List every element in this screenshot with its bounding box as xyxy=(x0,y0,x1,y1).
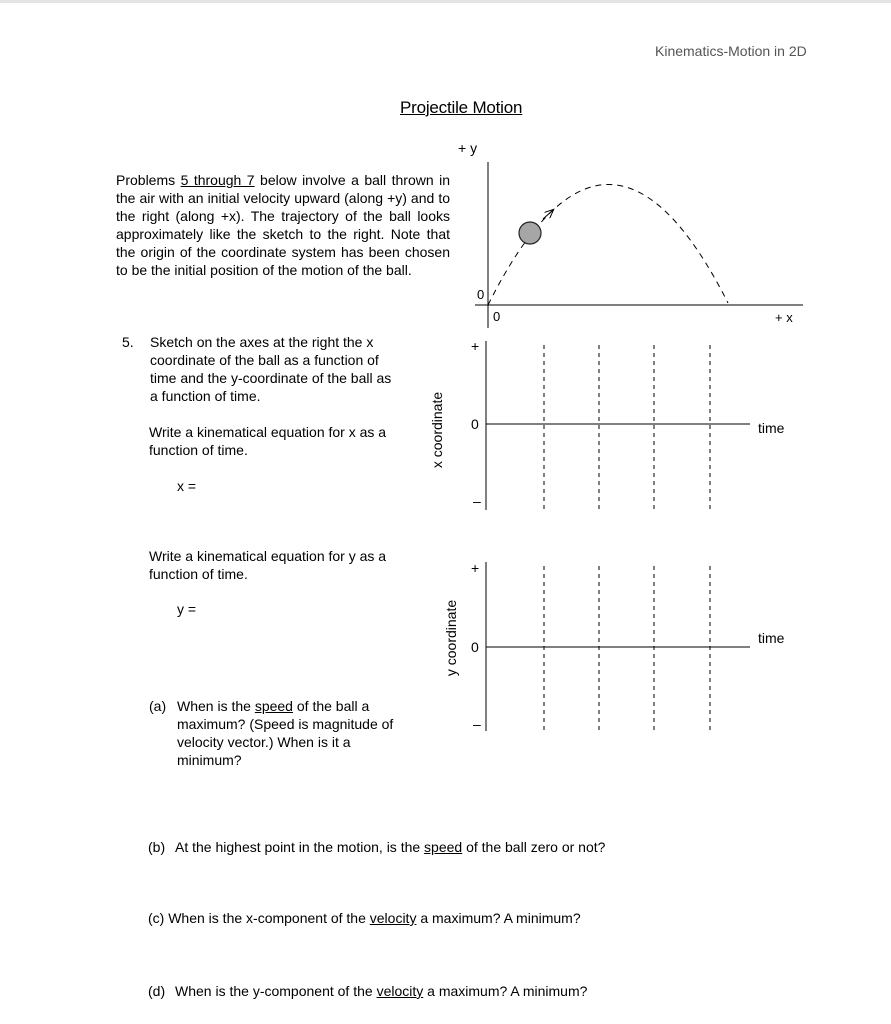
x-graph-time-label: time xyxy=(758,420,785,436)
part-b-post: of the ball zero or not? xyxy=(462,839,606,855)
trajectory-plot xyxy=(458,140,803,328)
part-b-speed: speed xyxy=(424,839,463,855)
part-d-pre: When is the y-component of the xyxy=(175,983,377,999)
page-title: Projectile Motion xyxy=(400,98,523,117)
y-equation-prompt: Write a kinematical equation for y as a function of time. xyxy=(149,548,387,582)
part-d-post: a maximum? A minimum? xyxy=(423,983,588,999)
part-a-label: (a) xyxy=(149,698,167,714)
y-graph-zero: 0 xyxy=(471,639,479,655)
trajectory-x-axis-label: + x xyxy=(775,310,793,325)
question-number: 5. xyxy=(122,334,134,350)
trajectory-path xyxy=(488,184,728,305)
x-graph-ylabel: x coordinate xyxy=(429,391,445,469)
x-equation-label: x = xyxy=(177,478,197,494)
x-equation-prompt: Write a kinematical equation for x as a function of time. xyxy=(149,424,387,458)
part-c-post: a maximum? A minimum? xyxy=(416,910,581,926)
velocity-arrow xyxy=(543,210,553,219)
part-b-pre: At the highest point in the motion, is the xyxy=(175,839,425,855)
part-d-label: (d) xyxy=(148,983,166,999)
trajectory-origin-label-bottom: 0 xyxy=(493,309,501,324)
y-graph-ylabel: y coordinate xyxy=(443,599,459,677)
x-graph-minus: – xyxy=(473,493,481,509)
part-c-pre: (c) When is the x-component of the xyxy=(148,910,370,926)
trajectory-y-axis-label: + y xyxy=(458,140,478,156)
y-graph-time-label: time xyxy=(758,630,785,646)
ball xyxy=(519,222,541,244)
section-header: Kinematics-Motion in 2D xyxy=(655,43,807,59)
question-5-prompt: Sketch on the axes at the right the x coordinate of the ball as a function of time and the y-coordinate of the ball as a function of time. xyxy=(150,334,392,404)
x-graph-plus: + xyxy=(471,338,480,354)
part-c-velocity: velocity xyxy=(369,910,417,926)
y-graph-plus: + xyxy=(471,560,480,576)
trajectory-origin-label-top: 0 xyxy=(477,287,485,302)
x-graph-zero: 0 xyxy=(471,416,479,432)
part-a-pre: When is the xyxy=(177,698,255,714)
part-b-label: (b) xyxy=(148,839,166,855)
y-coordinate-graph xyxy=(443,560,785,732)
x-coordinate-graph xyxy=(429,338,785,510)
intro-pre: Problems xyxy=(116,172,181,188)
y-graph-minus: – xyxy=(473,716,481,732)
part-a-post: of the ball a maximum? (Speed is magnitude of velocity vector.) When is it a minimum? xyxy=(177,698,394,768)
part-a-speed: speed xyxy=(254,698,293,714)
y-equation-label: y = xyxy=(177,601,197,617)
part-d-velocity: velocity xyxy=(376,983,424,999)
intro-problem-range: 5 through 7 xyxy=(180,172,255,188)
intro-post: below involve a ball thrown in the air with an initial velocity upward (along +y) and to the right (along +x). The trajectory of the ball looks approximately like the sketch to the right. Note that the origin of the coordinate system has been chosen to be the initial position of the motion of the ball. xyxy=(116,172,450,278)
